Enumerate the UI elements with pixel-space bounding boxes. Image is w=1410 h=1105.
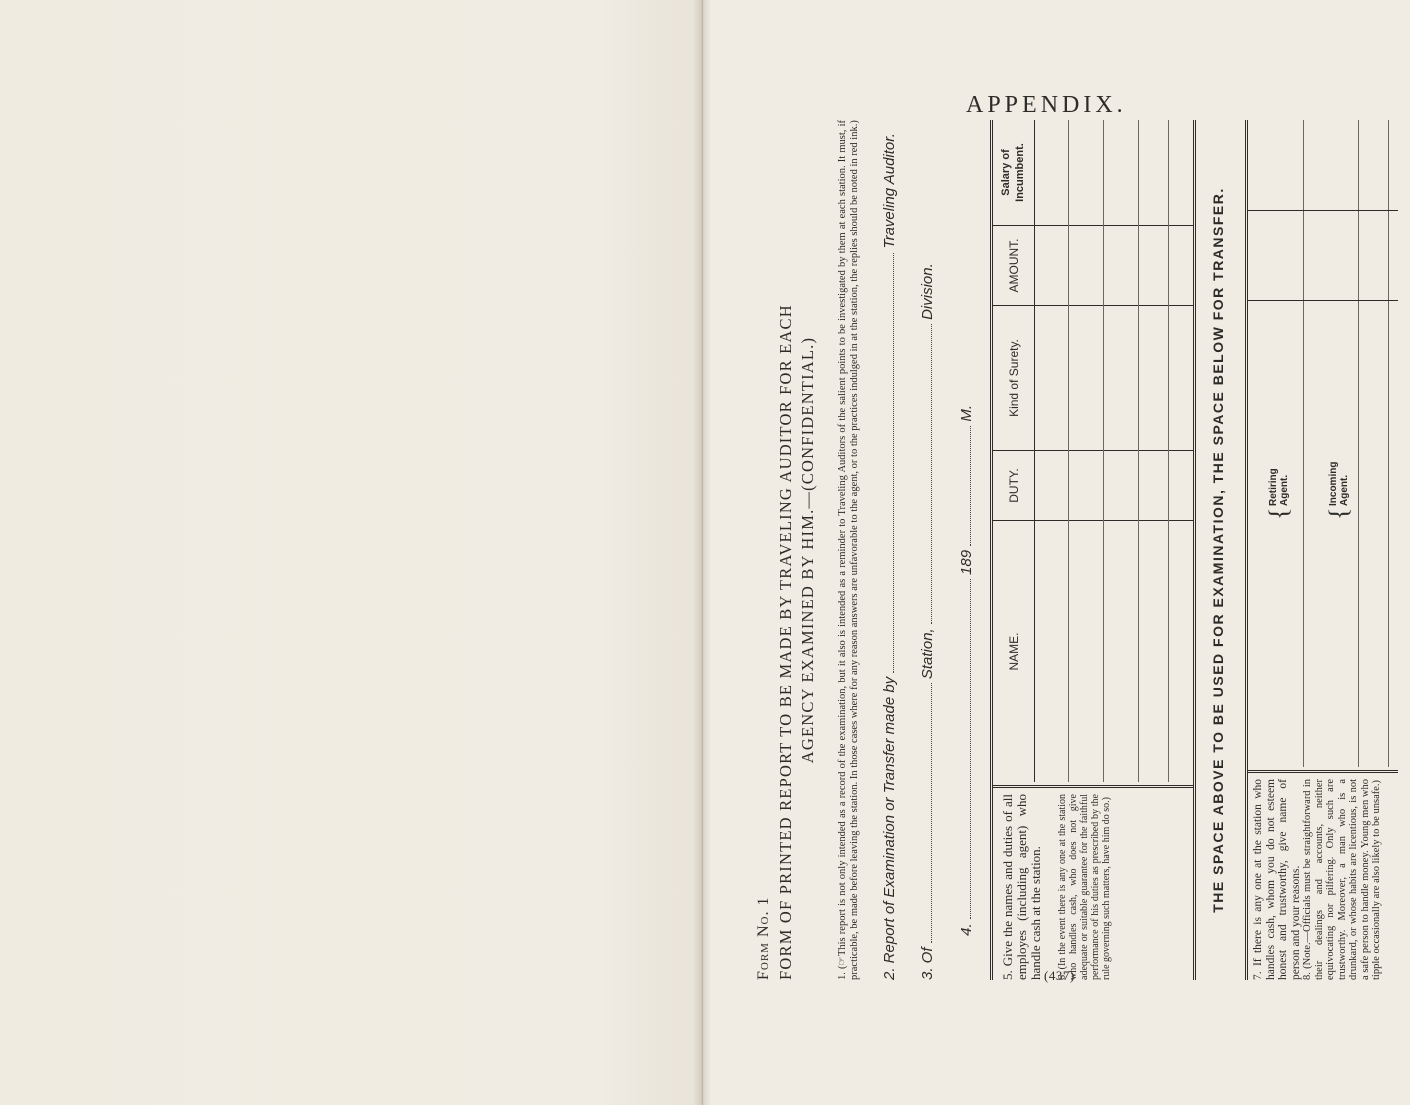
col-amount-header: AMOUNT. (993, 225, 1035, 305)
form-title-line1: FORM OF PRINTED REPORT TO BE MADE BY TRAVELING AUDITOR FOR EACH (776, 304, 795, 980)
transfer-col[interactable] (1248, 210, 1398, 300)
page-number: (437) (1044, 968, 1075, 983)
col-salary-header: Salary of Incumbent. (993, 120, 1035, 225)
space-note: THE SPACE ABOVE TO BE USED FOR EXAMINATION, THE SPACE BELOW FOR TRANSFER. (1210, 187, 1226, 913)
incoming-brace: { (1324, 507, 1353, 520)
col-surety-body[interactable] (1035, 305, 1193, 450)
question-8: 8. (Note.—Officials must be straightforward in their dealings and accounts, neither equivocating nor pilfering. Only such are trustworthy. Moreover, a man who is a drunkard, or whose habits are licentious, is not a safe person to handle money. Young men who tipple occasionally are also likely to be unsafe.) (1302, 779, 1382, 980)
retiring-brace: { (1264, 507, 1293, 520)
col-salary-body[interactable] (1035, 120, 1193, 225)
col-duty-body[interactable] (1035, 450, 1193, 520)
q3-label: 3. Of (919, 947, 936, 980)
q5-cell (993, 785, 1193, 980)
form-number: Form No. 1 (755, 896, 772, 980)
q4-time-fill[interactable] (970, 426, 971, 546)
question-7: 7. If there is any one at the station who handles cash, whom you do not esteem honest and trustworthy, give name of person and your reasons. (1252, 779, 1302, 980)
left-blank-page (0, 0, 700, 1105)
retiring-agent-label: Retiring Agent. (1268, 468, 1290, 506)
note-1: 1. (☞This report is not only intended as a record of the examination, but it also is intended as a reminder to Traveling Auditors of the salient points to be investigated by them at each station. It must, if practicable, be made before leaving the station. In those cases where for any reason answers are unfavorable to the agent, or to the practices indulged in at the station, the replies should be noted in red ink.) (837, 120, 860, 980)
table-row-line (1138, 120, 1139, 782)
q2-suffix: Traveling Auditor. (881, 133, 898, 249)
q4-date-fill[interactable] (970, 579, 971, 919)
q3-station-fill[interactable] (931, 683, 932, 943)
question-2 (881, 120, 898, 980)
q4-year: 189 (958, 549, 975, 575)
form-title-line2: AGENCY EXAMINED BY HIM.—(CONFIDENTIAL.) (798, 336, 817, 764)
q3-division-fill[interactable] (931, 324, 932, 624)
incoming-agent-label: Incoming Agent. (1328, 461, 1350, 506)
book-gutter (694, 0, 710, 1105)
q3-division: Division. (919, 263, 936, 320)
table-row-line (1168, 120, 1169, 782)
q4-m: M. (958, 404, 975, 422)
transfer-table (1245, 120, 1398, 980)
q2-label: 2. Report of Examination or Transfer made by (881, 676, 898, 980)
table-row-line (1103, 120, 1104, 782)
q4-label: 4. (958, 923, 975, 936)
question-4 (958, 120, 975, 980)
question-3 (919, 120, 936, 980)
examination-table (990, 120, 1196, 980)
q7-cell (1248, 770, 1398, 980)
question-5: 5. Give the names and duties of all employes (including agent) who handle cash at the station. (1000, 794, 1043, 980)
question-6: 6. (In the event there is any one at the station who handles cash, who does not give adequate or suitable guarantee for the faithful performance of his duties as prescribed by the rule governing such matters, have him do so.) (1057, 794, 1112, 980)
q3-station: Station, (919, 628, 936, 680)
col-name-body[interactable] (1035, 520, 1193, 782)
col-amount-body[interactable] (1035, 225, 1193, 305)
rotated-form (755, 120, 1395, 980)
col-surety-header: Kind of Surety. (993, 305, 1035, 450)
col-name-header: NAME. (993, 520, 1035, 782)
col-duty-header: DUTY. (993, 450, 1035, 520)
form-title (775, 120, 819, 980)
transfer-col[interactable] (1248, 300, 1398, 440)
appendix-title: APPENDIX. (966, 92, 1127, 118)
q2-fill-line[interactable] (893, 253, 894, 673)
table-row-line (1068, 120, 1069, 782)
